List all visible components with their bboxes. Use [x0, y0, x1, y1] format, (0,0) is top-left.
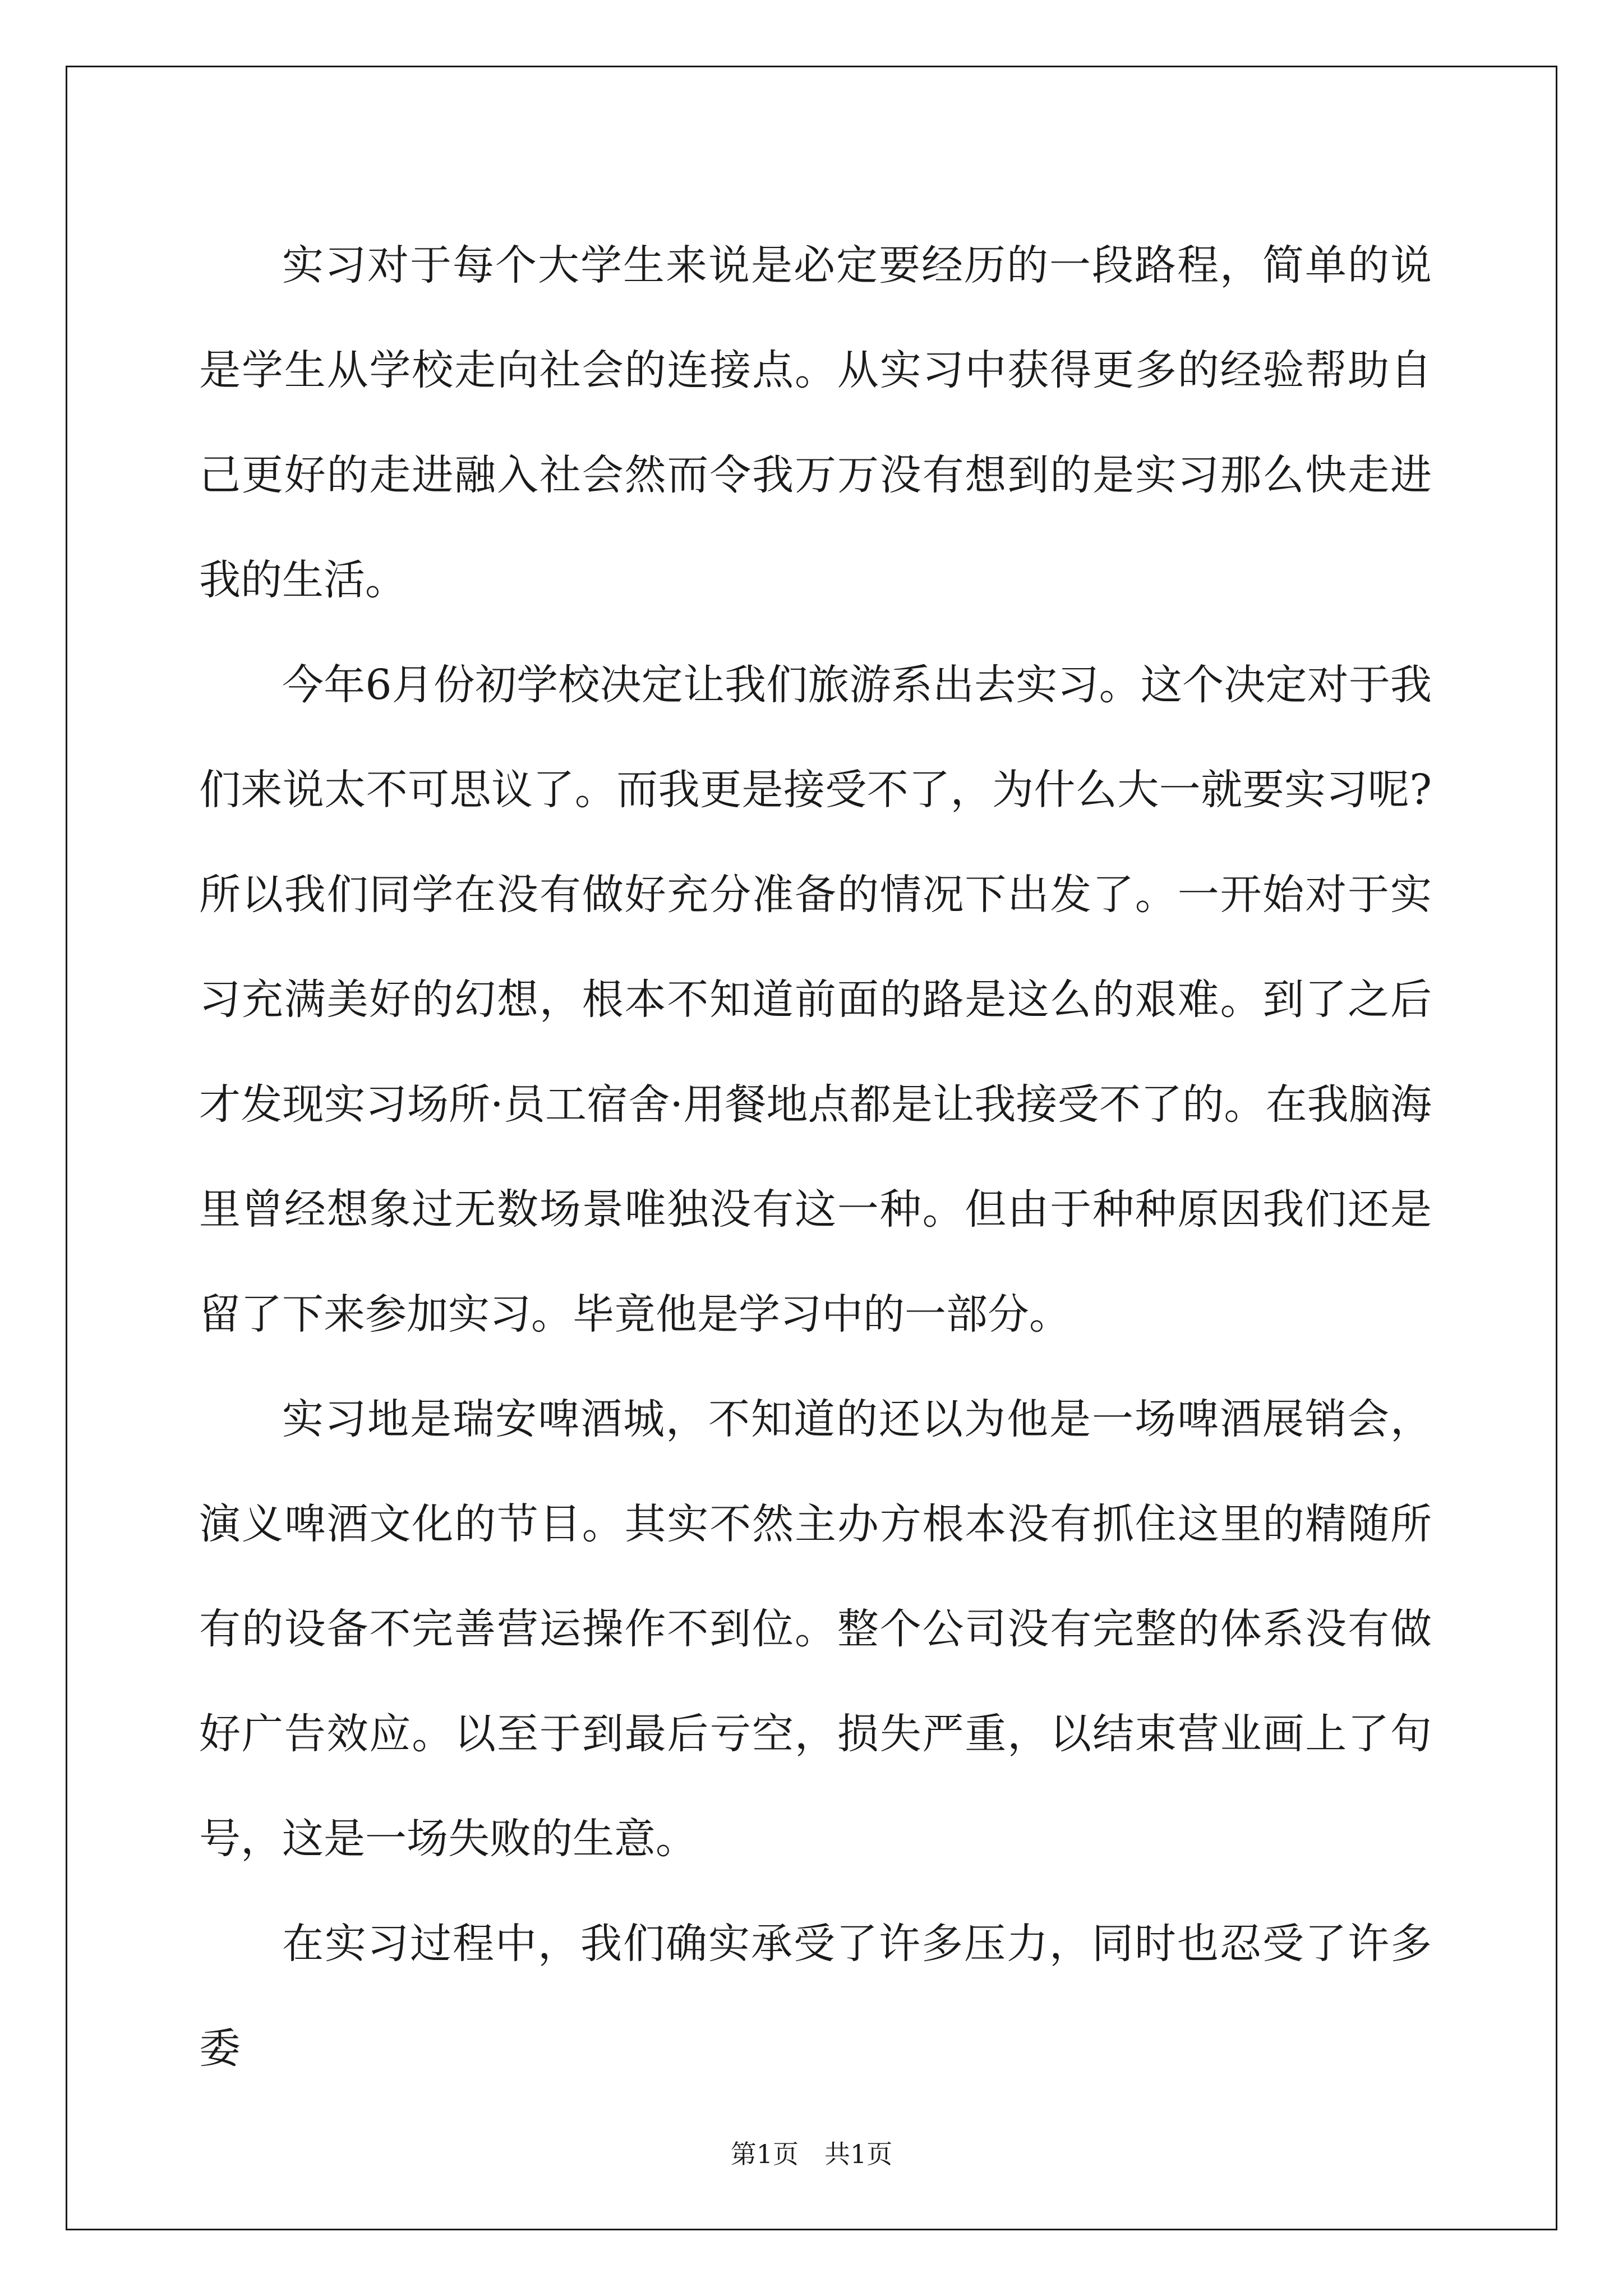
page-total: 共1页	[824, 2139, 893, 2169]
document-body	[199, 213, 1432, 2101]
page-number: 第1页	[730, 2139, 799, 2169]
paragraph: 实习对于每个大学生来说是必定要经历的一段路程，简单的说是学生从学校走向社会的连接点。从实习中获得更多的经验帮助自己更好的走进融入社会然而令我万万没有想到的是实习那么快走进我的生活。	[199, 241, 1432, 604]
page-footer	[0, 2137, 1623, 2171]
paragraph: 今年6月份初学校决定让我们旅游系出去实习。这个决定对于我们来说太不可思议了。而我更是接受不了，为什么大一就要实习呢?所以我们同学在没有做好充分准备的情况下出发了。一开始对于实习充满美好的幻想，根本不知道前面的路是这么的艰难。到了之后才发现实习场所·员工宿舍·用餐地点都是让我接受不了的。在我脑海里曾经想象过无数场景唯独没有这一种。但由于种种原因我们还是留了下来参加实习。毕竟他是学习中的一部分。	[199, 661, 1432, 1338]
paragraph: 在实习过程中，我们确实承受了许多压力，同时也忍受了许多委	[199, 1920, 1432, 2073]
paragraph: 实习地是瑞安啤酒城，不知道的还以为他是一场啤酒展销会，演义啤酒文化的节目。其实不然主办方根本没有抓住这里的精随所有的设备不完善营运操作不到位。整个公司没有完整的体系没有做好广告效应。以至于到最后亏空，损失严重，以结束营业画上了句号，这是一场失败的生意。	[199, 1395, 1432, 1863]
